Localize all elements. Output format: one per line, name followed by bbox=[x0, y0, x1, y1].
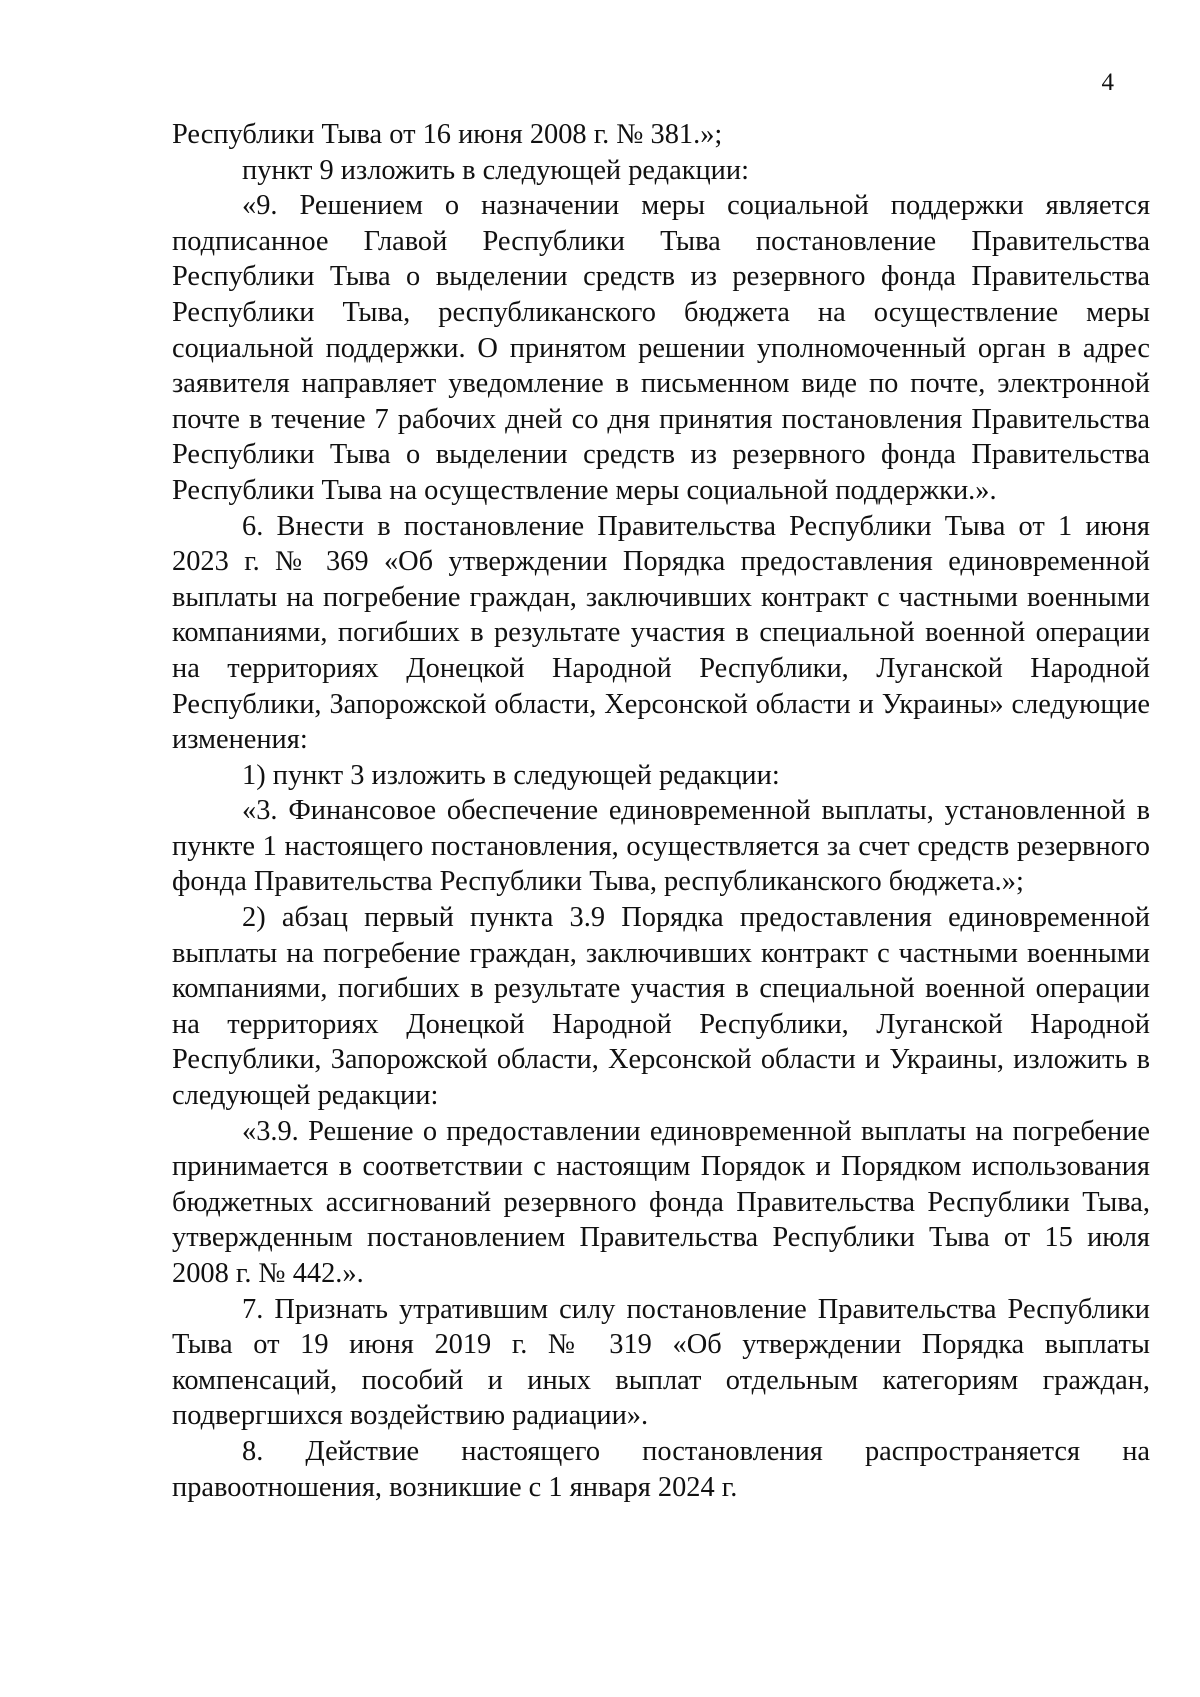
page-number: 4 bbox=[1101, 69, 1114, 96]
paragraph-continuation: Республики Тыва от 16 июня 2008 г. № 381.»; bbox=[172, 119, 723, 150]
paragraph-item-3-9-text: «3.9. Решение о предоставлении единовременной выплаты на погребение принимается в соответствии с настоящим Порядок и Порядком использования бюджетных ассигнований резервного фонда Правительства Республики Тыва, утвержденным постановлением Правительства Республики Тыва от 15 июля 2008 г. № 442.». bbox=[172, 1115, 1150, 1289]
paragraph-section-7: 7. Признать утратившим силу постановление Правительства Республики Тыва от 19 июня 2019 г. № 319 «Об утверждении Порядка выплаты компенсаций, пособий и иных выплат отдельным категориям граждан, подвергшихся воздействию радиации». bbox=[172, 1293, 1150, 1432]
paragraph-section-8: 8. Действие настоящего постановления распространяется на правоотношения, возникшие с 1 января 2024 г. bbox=[172, 1435, 1150, 1503]
paragraph-item-9-text: «9. Решением о назначении меры социальной поддержки является подписанное Главой Республики Тыва постановление Правительства Республики Тыва о выделении средств из резервного фонда Правительства Республики Тыва, республиканского бюджета на осуществление меры социальной поддержки. О принятом решении уполномоченный орган в адрес заявителя направляет уведомление в письменном виде по почте, электронной почте в течение 7 рабочих дней со дня принятия постановления Правительства Республики Тыва о выделении средств из резервного фонда Правительства Республики Тыва на осуществление меры социальной поддержки.». bbox=[172, 190, 1150, 506]
paragraph-item-3-text: «3. Финансовое обеспечение единовременной выплаты, установленной в пункте 1 настоящего постановления, осуществляется за счет средств резервного фонда Правительства Республики Тыва, республиканского бюджета.»; bbox=[172, 795, 1150, 898]
paragraph-section-6: 6. Внести в постановление Правительства Республики Тыва от 1 июня 2023 г. № 369 «Об утверждении Порядка предоставления единовременной выплаты на погребение граждан, заключивших контракт с частными военными компаниями, погибших в результате участия в специальной военной операции на территориях Донецкой Народной Республики, Луганской Народной Республики, Запорожской области, Херсонской области и Украины» следующие изменения: bbox=[172, 510, 1150, 756]
paragraph-subitem-2: 2) абзац первый пункта 3.9 Порядка предоставления единовременной выплаты на погребение граждан, заключивших контракт с частными военными компаниями, погибших в результате участия в специальной военной операции на территориях Донецкой Народной Республики, Луганской Народной Республики, Запорожской области, Херсонской области и Украины, изложить в следующей редакции: bbox=[172, 902, 1150, 1112]
paragraph-subitem-1: 1) пункт 3 изложить в следующей редакции: bbox=[242, 759, 780, 791]
document-body bbox=[172, 117, 1150, 1505]
paragraph-item-9-intro: пункт 9 изложить в следующей редакции: bbox=[242, 154, 749, 186]
